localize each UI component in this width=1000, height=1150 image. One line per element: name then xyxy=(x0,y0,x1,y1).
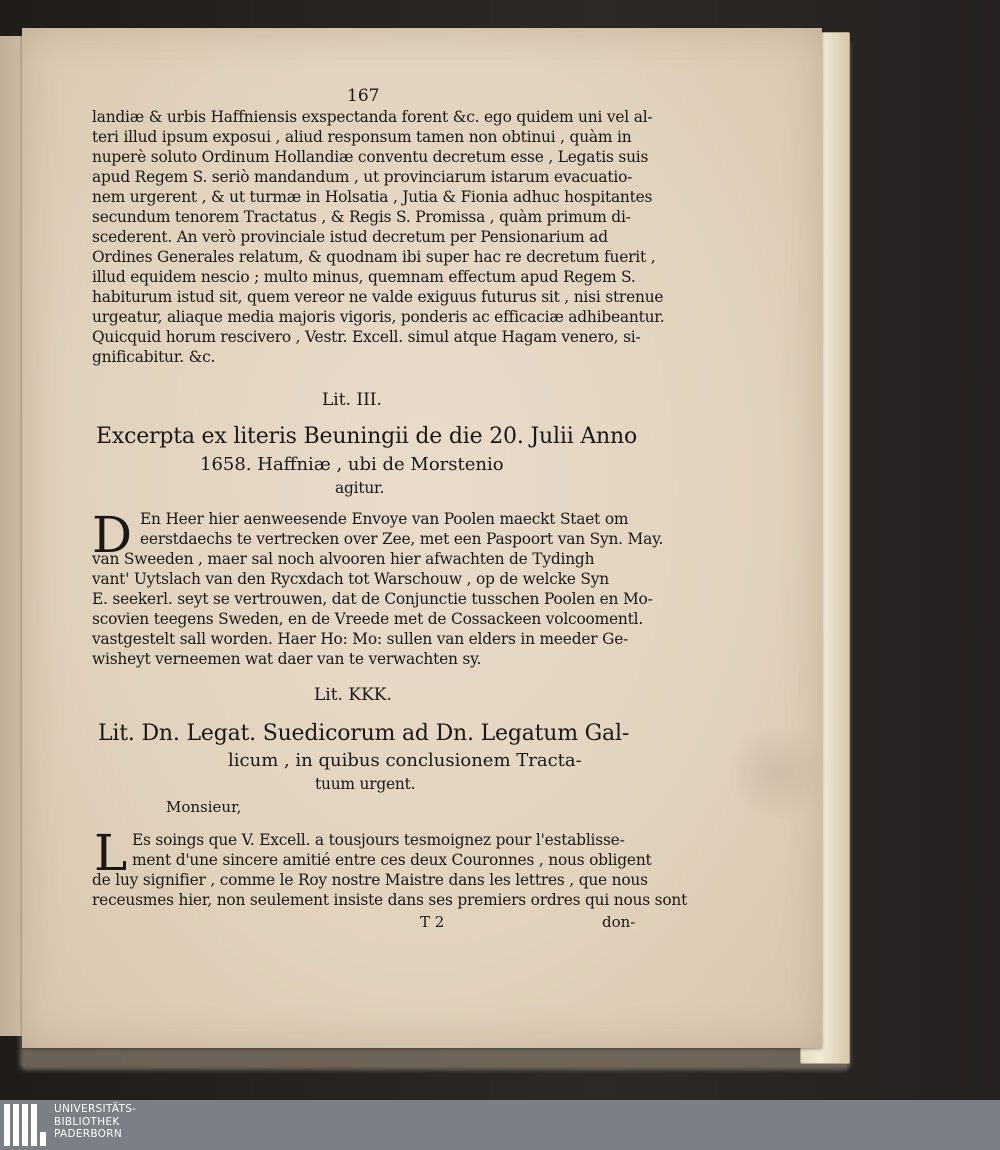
body-line: En Heer hier aenweesende Envoye van Poolen maeckt Staet om xyxy=(140,510,629,528)
excerpt-title-line: Excerpta ex literis Beuningii de die 20. Julii Anno xyxy=(96,424,637,449)
body-line: illud equidem nescio ; multo minus, quemnam effectum apud Regem S. xyxy=(92,268,636,286)
salutation: Monsieur, xyxy=(166,798,242,816)
drop-cap-d: D xyxy=(92,506,133,564)
body-line: E. seekerl. seyt se vertrouwen, dat de Conjunctie tusschen Poolen en Mo- xyxy=(92,590,653,608)
body-line: teri illud ipsum exposui , aliud responsum tamen non obtinui , quàm in xyxy=(92,128,632,146)
body-line: vant' Uytslach van den Rycxdach tot Warschouw , op de welcke Syn xyxy=(92,570,609,588)
letter-title-line: Lit. Dn. Legat. Suedicorum ad Dn. Legatum Gal- xyxy=(98,721,630,746)
library-logo-icon xyxy=(4,1104,44,1146)
body-line: apud Regem S. seriò mandandum , ut provinciarum istarum evacuatio- xyxy=(92,168,633,186)
logo-line: BIBLIOTHEK xyxy=(54,1115,120,1128)
body-line: gnificabitur. &c. xyxy=(92,348,216,366)
body-line: nem urgerent , & ut turmæ in Holsatia , Jutia & Fionia adhuc hospitantes xyxy=(92,188,653,206)
body-line: urgeatur, aliaque media majoris vigoris, ponderis ac efficaciæ adhibeantur. xyxy=(92,308,665,326)
catchword: don- xyxy=(602,913,636,931)
section-heading-lit-iii: Lit. III. xyxy=(322,390,382,410)
drop-cap-l: L xyxy=(94,824,128,882)
body-line: de luy signifier , comme le Roy nostre Maistre dans les lettres , que nous xyxy=(92,871,648,889)
logo-line: PADERBORN xyxy=(54,1128,122,1140)
excerpt-title-line: agitur. xyxy=(335,479,385,497)
body-line: Es soings que V. Excell. a tousjours tesmoignez pour l'establisse- xyxy=(132,831,625,849)
page-number: 167 xyxy=(347,86,380,106)
library-logo-text xyxy=(54,1103,136,1141)
body-line: landiæ & urbis Haffniensis exspectanda forent &c. ego quidem uni vel al- xyxy=(92,108,653,126)
body-line: Quicquid horum rescivero , Vestr. Excell. simul atque Hagam venero, si- xyxy=(92,328,641,346)
body-line: Ordines Generales relatum, & quodnam ibi super hac re decretum fuerit , xyxy=(92,248,656,266)
signature-mark: T 2 xyxy=(420,913,445,931)
body-line: wisheyt verneemen wat daer van te verwachten sy. xyxy=(92,650,482,668)
excerpt-title-line: 1658. Haffniæ , ubi de Morstenio xyxy=(200,454,504,475)
body-line: eerstdaechs te vertrecken over Zee, met een Paspoort van Syn. May. xyxy=(140,530,664,548)
logo-line: UNIVERSITÄTS- xyxy=(54,1103,137,1115)
body-line: scederent. An verò provinciale istud decretum per Pensionarium ad xyxy=(92,228,608,246)
library-footer-bar xyxy=(0,1100,1000,1150)
body-line: vastgestelt sall worden. Haer Ho: Mo: sullen van elders in meeder Ge- xyxy=(92,630,629,648)
letter-title-line: tuum urgent. xyxy=(315,775,416,793)
book-page xyxy=(22,28,822,1048)
body-line: receusmes hier, non seulement insiste dans ses premiers ordres qui nous sont xyxy=(92,891,688,909)
body-line: van Sweeden , maer sal noch alvooren hier afwachten de Tydingh xyxy=(92,550,595,568)
body-line: ment d'une sincere amitié entre ces deux Couronnes , nous obligent xyxy=(132,851,652,869)
body-line: habiturum istud sit, quem vereor ne valde exiguus futurus sit , nisi strenue xyxy=(92,288,664,306)
body-line: nuperè soluto Ordinum Hollandiæ conventu decretum esse , Legatis suis xyxy=(92,148,649,166)
body-line: secundum tenorem Tractatus , & Regis S. Promissa , quàm primum di- xyxy=(92,208,631,226)
page-stain xyxy=(722,728,832,818)
letter-title-line: licum , in quibus conclusionem Tracta- xyxy=(228,750,582,771)
section-heading-lit-kkk: Lit. KKK. xyxy=(314,685,392,705)
body-line: scovien teegens Sweden, en de Vreede met de Cossackeen volcoomentl. xyxy=(92,610,644,628)
